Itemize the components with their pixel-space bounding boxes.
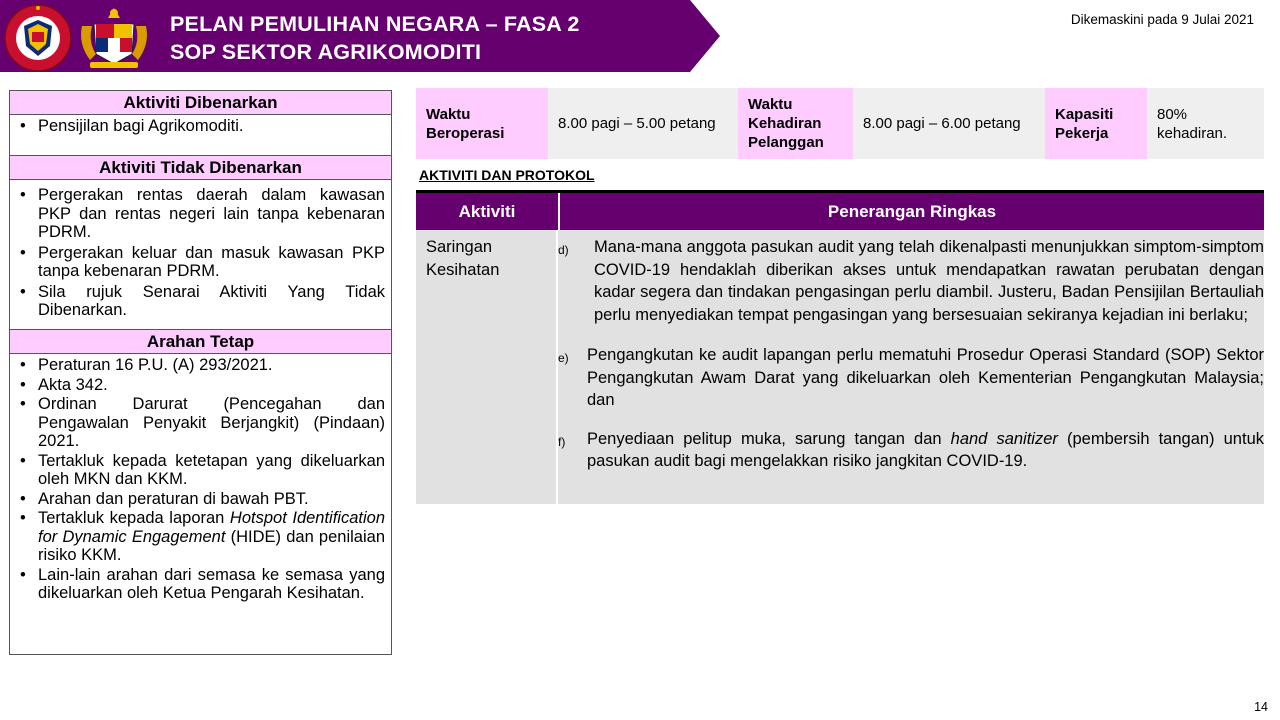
page-number: 14 (1254, 700, 1268, 714)
item-marker: e) (558, 351, 569, 365)
protocol-item-d (558, 236, 1264, 326)
list-item: • Lain-lain arahan dari semasa ke semasa yang dikeluarkan oleh Ketua Pengarah Kesihatan. (18, 566, 385, 603)
nsc-logo (2, 4, 74, 72)
title-line-1: PELAN PEMULIHAN NEGARA – FASA 2 (170, 12, 580, 36)
list-item: • Pergerakan rentas daerah dalam kawasan PKP dan rentas negeri lain tanpa kebenaran PDRM. (18, 186, 385, 242)
list-item: • Akta 342. (18, 376, 385, 395)
list-item: • Ordinan Darurat (Pencegahan dan Pengawalan Penyakit Berjangkit) (Pindaan) 2021. (18, 395, 385, 451)
item-text-pre: Penyediaan pelitup muka, sarung tangan dan (587, 429, 951, 448)
activity-table-row (416, 230, 1264, 504)
activity-protocol-label: AKTIVITI DAN PROTOKOL (419, 167, 595, 183)
customer-hours-label: Waktu Kehadiran Pelanggan (738, 88, 853, 159)
protocol-item-e (558, 344, 1264, 412)
hide-text-pre: Tertakluk kepada laporan (38, 509, 230, 527)
item-marker: d) (558, 243, 569, 257)
worker-capacity-label: Kapasiti Pekerja (1045, 88, 1147, 159)
operating-hours-value: 8.00 pagi – 5.00 petang (548, 88, 738, 159)
left-panel (9, 90, 392, 655)
item-text: Pengangkutan ke audit lapangan perlu mematuhi Prosedur Operasi Standard (SOP) Sektor Pengangkutan Awam Darat yang dikeluarkan oleh Kementerian Pengangkutan Malaysia; dan (587, 346, 1264, 409)
item-text-post: (pembersih tangan) untuk pasukan audit bagi mengelakkan risiko jangkitan COVID-19. (587, 429, 1264, 470)
list-item: • Tertakluk kepada ketetapan yang dikeluarkan oleh MKN dan KKM. (18, 452, 385, 489)
standing-orders-body (10, 354, 391, 638)
list-item: • Pensijilan bagi Agrikomoditi. (18, 117, 385, 136)
item-marker: f) (558, 434, 566, 449)
coat-of-arms-logo (76, 4, 148, 72)
list-item-hide (18, 509, 385, 565)
protocol-item-f (558, 428, 1264, 473)
activity-table-header (416, 193, 1264, 230)
list-item: • Pergerakan keluar dan masuk kawasan PKP tanpa kebenaran PDRM. (18, 244, 385, 281)
customer-hours-value: 8.00 pagi – 6.00 petang (853, 88, 1045, 159)
title-line-2: SOP SEKTOR AGRIKOMODITI (170, 40, 482, 64)
activity-description (558, 230, 1264, 504)
list-item: • Arahan dan peraturan di bawah PBT. (18, 490, 385, 509)
list-item: • Sila rujuk Senarai Aktiviti Yang Tidak Dibenarkan. (18, 283, 385, 320)
list-item: • Peraturan 16 P.U. (A) 293/2021. (18, 356, 385, 375)
column-description: Penerangan Ringkas (827, 201, 997, 221)
operating-hours-label: Waktu Beroperasi (416, 88, 548, 159)
activity-name: Saringan Kesihatan (416, 230, 558, 504)
page-title (170, 10, 580, 66)
standing-orders-heading: Arahan Tetap (10, 329, 391, 354)
allowed-activities-heading: Aktiviti Dibenarkan (10, 91, 391, 115)
hide-text-italic: Hotspot Identification for Dynamic Engagement (38, 509, 386, 546)
item-text: Mana-mana anggota pasukan audit yang telah dikenalpasti menunjukkan simptom-simptom COVID-19 hendaklah diberikan akses untuk mendapatkan rawatan perubatan dengan kadar segera dan tindakan pengasingan perlu diambil. Justeru, Badan Pensijilan Bertauliah perlu menyediakan tempat pengasingan yang bersesuaian sekiranya kejadian ini berlaku; (594, 238, 1264, 324)
column-activity: Aktiviti (416, 193, 560, 230)
item-text-italic: hand sanitizer (950, 429, 1058, 448)
not-allowed-activities-heading: Aktiviti Tidak Dibenarkan (10, 155, 391, 180)
not-allowed-activities-body (10, 180, 391, 329)
hide-text-post: (HIDE) dan penilaian risiko KKM. (38, 527, 385, 564)
updated-date: Dikemaskini pada 9 Julai 2021 (1070, 12, 1254, 27)
allowed-activities-body (10, 115, 391, 155)
worker-capacity-value: 80% kehadiran. (1147, 88, 1264, 159)
operating-info-row (416, 88, 1264, 159)
